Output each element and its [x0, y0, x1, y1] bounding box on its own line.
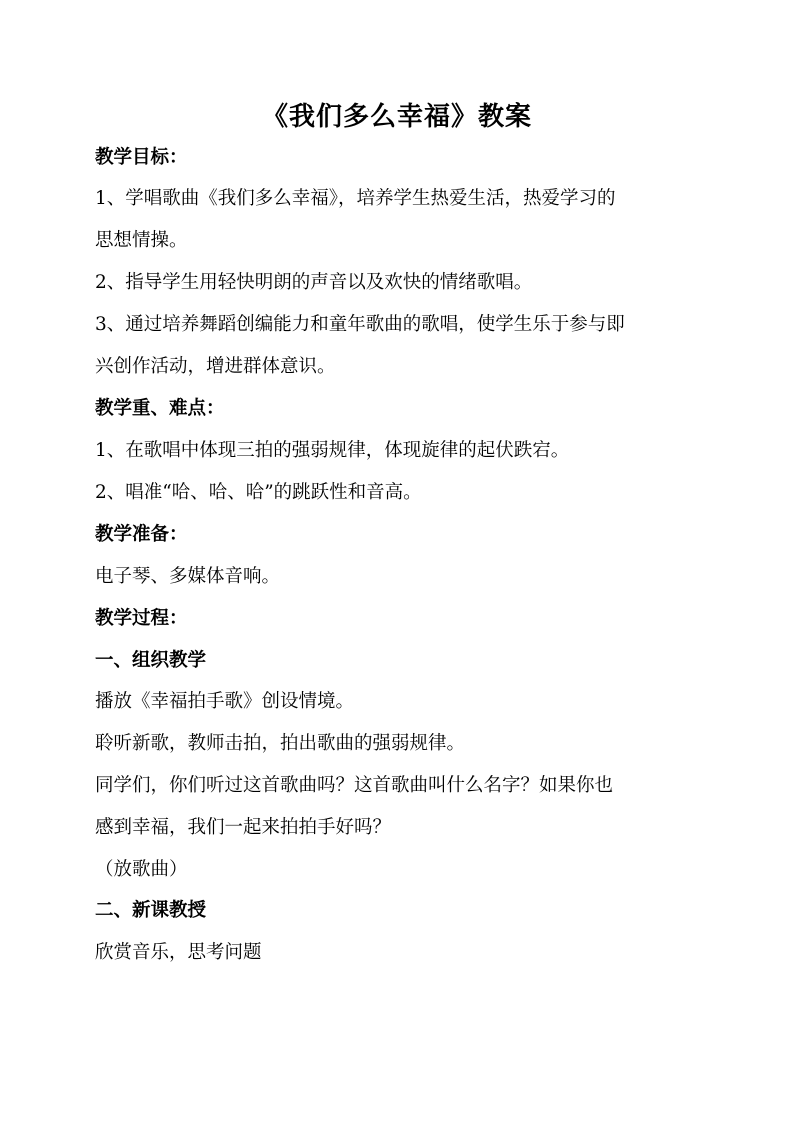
section-heading: 二、新课教授 — [95, 900, 207, 921]
paragraph-line: 1、在歌唱中体现三拍的强弱规律，体现旋律的起伏跌宕。 — [95, 440, 570, 461]
paragraph-line: 电子琴、多媒体音响。 — [95, 566, 281, 587]
paragraph-line: 2、指导学生用轻快明朗的声音以及欢快的情绪歌唱。 — [95, 272, 533, 293]
document-title: 《我们多么幸福》教案 — [261, 102, 532, 132]
paragraph-line: 1、学唱歌曲《我们多么幸福》，培养学生热爱生活，热爱学习的 — [95, 188, 616, 209]
paragraph-line: 聆听新歌，教师击拍，拍出歌曲的强弱规律。 — [95, 733, 466, 754]
section-heading: 教学准备： — [95, 524, 188, 545]
paragraph-line: 2、唱准“哈、哈、哈”的跳跃性和音高。 — [95, 482, 422, 503]
paragraph-line: 3、通过培养舞蹈创编能力和童年歌曲的歌唱，使学生乐于参与即 — [95, 314, 625, 335]
paragraph-line: （放歌曲） — [95, 859, 188, 880]
section-heading: 教学过程： — [95, 608, 188, 629]
section-heading: 教学目标： — [95, 147, 188, 168]
section-heading: 教学重、难点： — [95, 398, 225, 419]
section-heading: 一、组织教学 — [95, 650, 207, 671]
paragraph-line: 同学们，你们听过这首歌曲吗？这首歌曲叫什么名字？如果你也 — [95, 775, 614, 796]
paragraph-line: 兴创作活动，增进群体意识。 — [95, 356, 336, 377]
paragraph-line: 思想情操。 — [95, 230, 188, 251]
paragraph-line: 感到幸福，我们一起来拍拍手好吗？ — [95, 817, 392, 838]
paragraph-line: 欣赏音乐，思考问题 — [95, 942, 262, 963]
paragraph-line: 播放《幸福拍手歌》创设情境。 — [95, 691, 355, 712]
